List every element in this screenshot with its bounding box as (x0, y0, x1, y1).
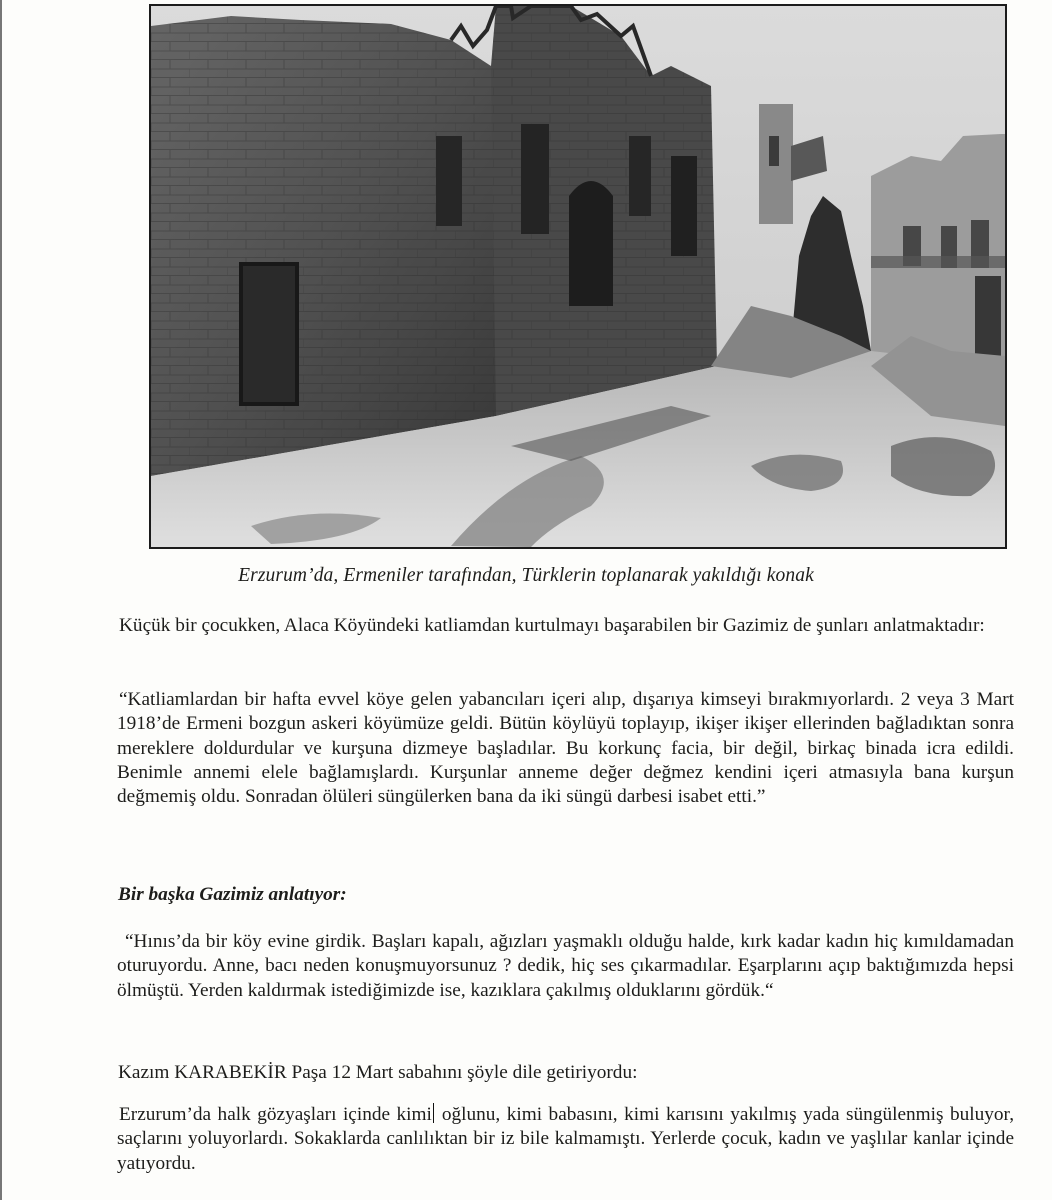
final-line-start: Erzurum’da halk gözyaşları içinde kimi (119, 1104, 432, 1125)
photo-caption: Erzurum’da, Ermeniler tarafından, Türklerin toplanarak yakıldığı konak (238, 565, 814, 586)
quote-line: ses çıkarmadılar. Eşarplarını açıp baktığımızda hepsi ölmüştü. Yerden kaldırmak (117, 955, 1015, 1001)
quote-line: “Katliamlardan bir hafta evvel köye gelen yabancıları içeri alıp, dışarıya kimseyi (119, 689, 762, 710)
subheading: Bir başka Gazimiz anlatıyor: (118, 884, 347, 905)
page-edge-line (0, 0, 2, 1200)
final-line: yada süngülenmiş buluyor, saçlarını yoluyorlardı. Sokaklarda canlılıktan bir iz bile (117, 1104, 1015, 1150)
quote-line: dizmeye başladılar. Bu korkunç facia, bir değil, birkaç binada icra edildi. Benimle annemi (117, 737, 1014, 783)
karabekir-paragraph (117, 1103, 1014, 1176)
intro-paragraph (117, 614, 1014, 638)
ruins-illustration (151, 6, 1005, 547)
historical-photo (149, 4, 1007, 549)
quote-line: istediğimizde ise, kazıklara çakılmış olduklarını gördük.“ (330, 979, 774, 1001)
karabekir-intro-line: Kazım KARABEKİR Paşa 12 Mart sabahını şöyle dile getiriyordu: (118, 1062, 638, 1083)
final-line: kalmamıştı. Yerlerde çocuk, kadın ve yaşlılar kanlar içinde yatıyordu. (117, 1128, 1014, 1174)
intro-line: de şunları anlatmaktadır: (793, 615, 985, 636)
veteran-quote-2 (117, 930, 1014, 1003)
quote-line: elele bağlamışlardı. Kurşunlar anneme değer değmez kendini içeri atmasıyla bana kurşun (261, 761, 1014, 783)
quote-line: köylüyü toplayıp, ikişer ikişer ellerinden bağladıktan sonra mereklere doldurdular ve kurşuna (117, 713, 1015, 759)
veteran-quote-1 (117, 688, 1014, 809)
intro-line: Küçük bir çocukken, Alaca Köyündeki katliamdan kurtulmayı başarabilen bir Gazimiz (119, 615, 789, 636)
quote-line: bırakmıyorlardı. 2 veya 3 Mart 1918’de Ermeni bozgun askeri köyümüze geldi. Bütün (117, 689, 1014, 735)
final-line-rest: oğlunu, kimi babasını, kimi karısını yakılmış (435, 1104, 797, 1125)
quote-line: “Hınıs’da bir köy evine girdik. Başları kapalı, ağızları yaşmaklı olduğu halde, kırk (125, 931, 772, 952)
quote-line: değmemiş oldu. Sonradan ölüleri süngülerken bana da iki süngü darbesi isabet etti.” (117, 786, 766, 808)
quote-line: kadar kadın hiç kımıldamadan oturuyordu. Anne, bacı neden konuşmuyorsunuz ? dedik, hiç (117, 931, 1014, 977)
